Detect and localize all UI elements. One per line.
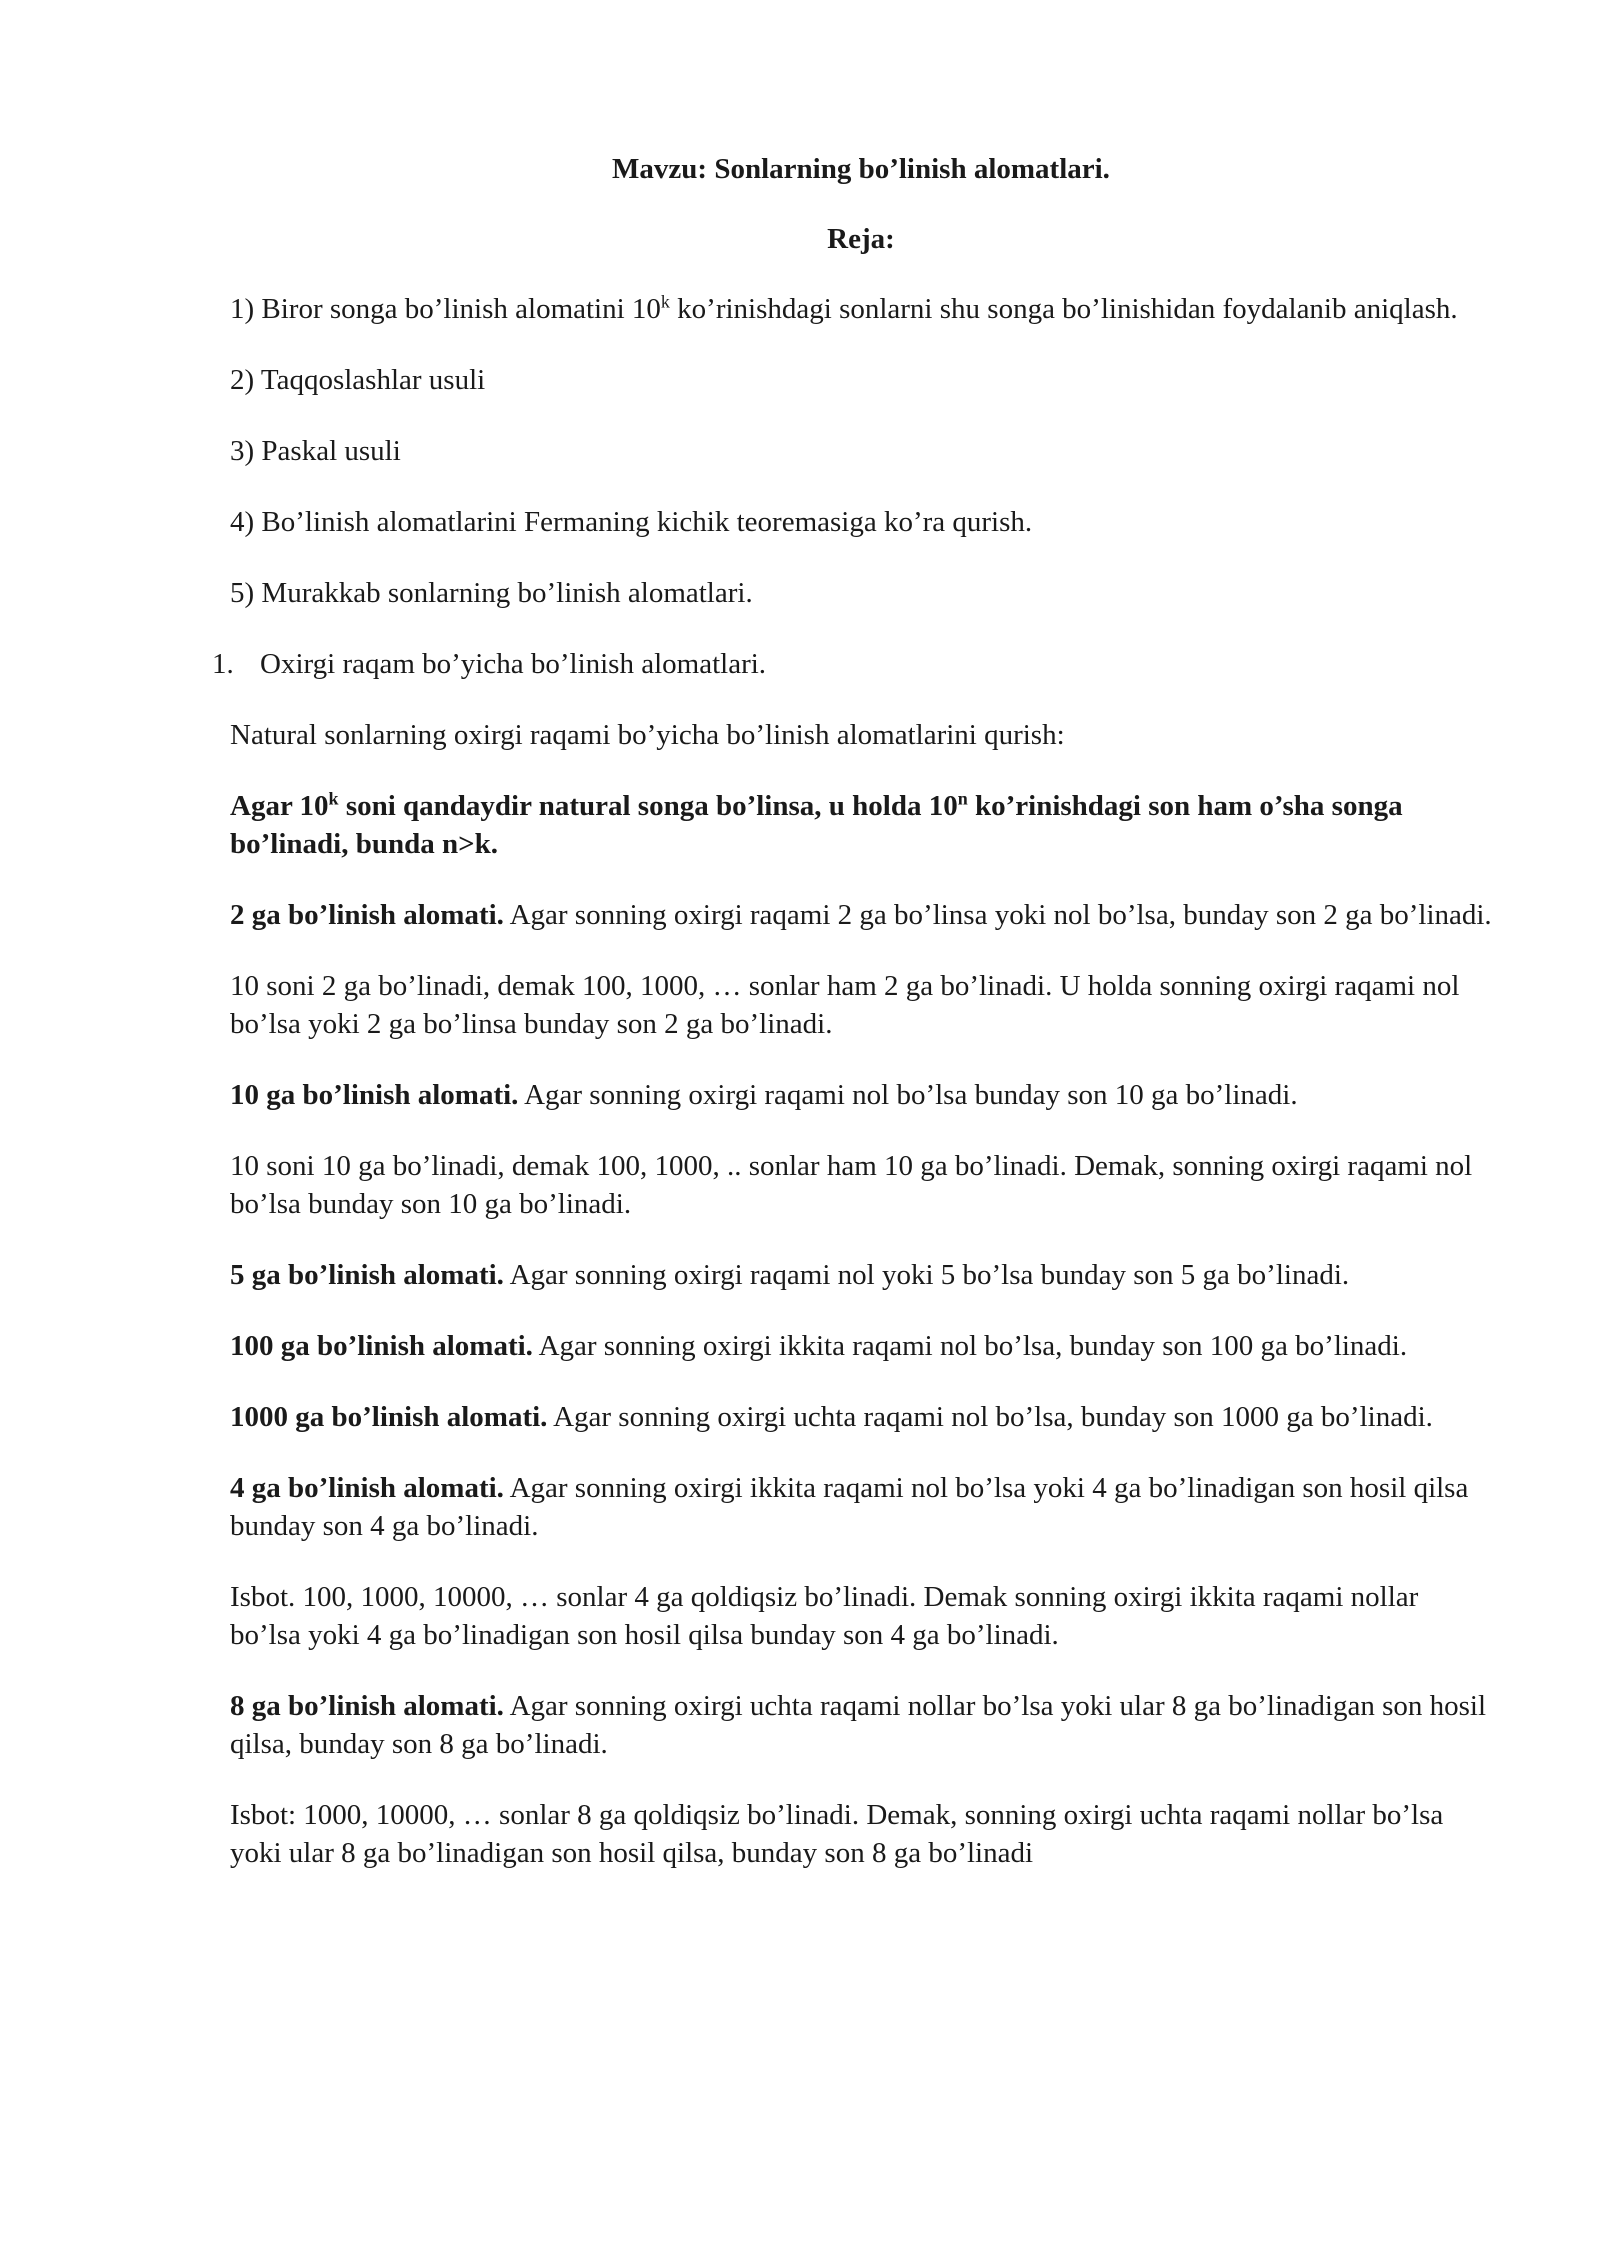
plan-item-5: 5) Murakkab sonlarning bo’linish alomatlari.: [230, 577, 753, 609]
proof-2-paragraph: 10 soni 2 ga bo’linadi, demak 100, 1000, … sonlar ham 2 ga bo’linadi. U holda sonning oxirgi raqami nol bo’lsa yoki 2 ga bo’linsa bunday son 2 ga bo’linadi.: [230, 970, 1460, 1040]
proof-4-paragraph: Isbot. 100, 1000, 10000, … sonlar 4 ga qoldiqsiz bo’linadi. Demak sonning oxirgi ikkita raqami nollar bo’lsa yoki 4 ga bo’linadigan son hosil qilsa bunday son 4 ga bo’linadi.: [230, 1581, 1419, 1651]
sign-1000-paragraph: 1000 ga bo’linish alomati. Agar sonning oxirgi uchta raqami nol bo’lsa, bunday son 1000 ga bo’linadi.: [230, 1401, 1433, 1433]
document-title: [230, 150, 1492, 188]
sign-2-label: 2 ga bo’linish alomati.: [230, 899, 504, 931]
sign-1000-label: 1000 ga bo’linish alomati.: [230, 1401, 548, 1433]
plan-item-1: 1) Biror songa bo’linish alomatini 10$^k$ ko’rinishdagi sonlarni shu songa bo’linishidan foydalanib aniqlash.: [230, 291, 1458, 325]
sign-2-paragraph: 2 ga bo’linish alomati. Agar sonning oxirgi raqami 2 ga bo’linsa yoki nol bo’lsa, bunday son 2 ga bo’linadi.: [230, 899, 1492, 931]
intro-paragraph: Natural sonlarning oxirgi raqami bo’yicha bo’linish alomatlarini qurish:: [230, 719, 1065, 751]
sign-10-label: 10 ga bo’linish alomati.: [230, 1079, 519, 1111]
section-heading-text: Oxirgi raqam bo’yicha bo’linish alomatlari.: [260, 648, 767, 680]
plan-item-2: 2) Taqqoslashlar usuli: [230, 364, 486, 396]
sign-100-label: 100 ga bo’linish alomati.: [230, 1330, 533, 1362]
sign-5-paragraph: 5 ga bo’linish alomati. Agar sonning oxirgi raqami nol yoki 5 bo’lsa bunday son 5 ga bo’linadi.: [230, 1259, 1350, 1291]
sign-5-label: 5 ga bo’linish alomati.: [230, 1259, 504, 1291]
section-number: 1.: [212, 648, 234, 680]
sign-4-label: 4 ga bo’linish alomati.: [230, 1472, 504, 1504]
sign-100-paragraph: 100 ga bo’linish alomati. Agar sonning oxirgi ikkita raqami nol bo’lsa, bunday son 100 ga bo’linadi.: [230, 1330, 1408, 1362]
rule-paragraph: Agar 10$^k$ soni qandaydir natural songa bo’linsa, u holda 10$^n$ ko’rinishdagi son ham o’sha songa bo’linadi, bunda n>k.: [230, 788, 1403, 860]
sign-4-paragraph: 4 ga bo’linish alomati. Agar sonning oxirgi ikkita raqami nol bo’lsa yoki 4 ga bo’linadigan son hosil qilsa bunday son 4 ga bo’linadi.: [230, 1472, 1469, 1542]
proof-10-paragraph: 10 soni 10 ga bo’linadi, demak 100, 1000, .. sonlar ham 10 ga bo’linadi. Demak, sonning oxirgi raqami nol bo’lsa bunday son 10 ga bo’linadi.: [230, 1150, 1473, 1220]
section-1-heading: [212, 645, 1492, 683]
sign-8-paragraph: 8 ga bo’linish alomati. Agar sonning oxirgi uchta raqami nollar bo’lsa yoki ular 8 ga bo’linadigan son hosil qilsa, bunday son 8 ga bo’linadi.: [230, 1690, 1487, 1760]
proof-8-paragraph: Isbot: 1000, 10000, … sonlar 8 ga qoldiqsiz bo’linadi. Demak, sonning oxirgi uchta raqami nollar bo’lsa yoki ular 8 ga bo’linadigan son hosil qilsa, bunday son 8 ga bo’linadi: [230, 1799, 1444, 1869]
plan-heading-text: Reja:: [827, 223, 895, 255]
plan-item-3: 3) Paskal usuli: [230, 435, 401, 467]
sign-8-label: 8 ga bo’linish alomati.: [230, 1690, 504, 1722]
plan-item-4: 4) Bo’linish alomatlarini Fermaning kichik teoremasiga ko’ra qurish.: [230, 506, 1033, 538]
sign-10-paragraph: 10 ga bo’linish alomati. Agar sonning oxirgi raqami nol bo’lsa bunday son 10 ga bo’linadi.: [230, 1079, 1298, 1111]
plan-heading: [230, 220, 1492, 258]
title-text: Mavzu: Sonlarning bo’linish alomatlari.: [612, 153, 1110, 185]
